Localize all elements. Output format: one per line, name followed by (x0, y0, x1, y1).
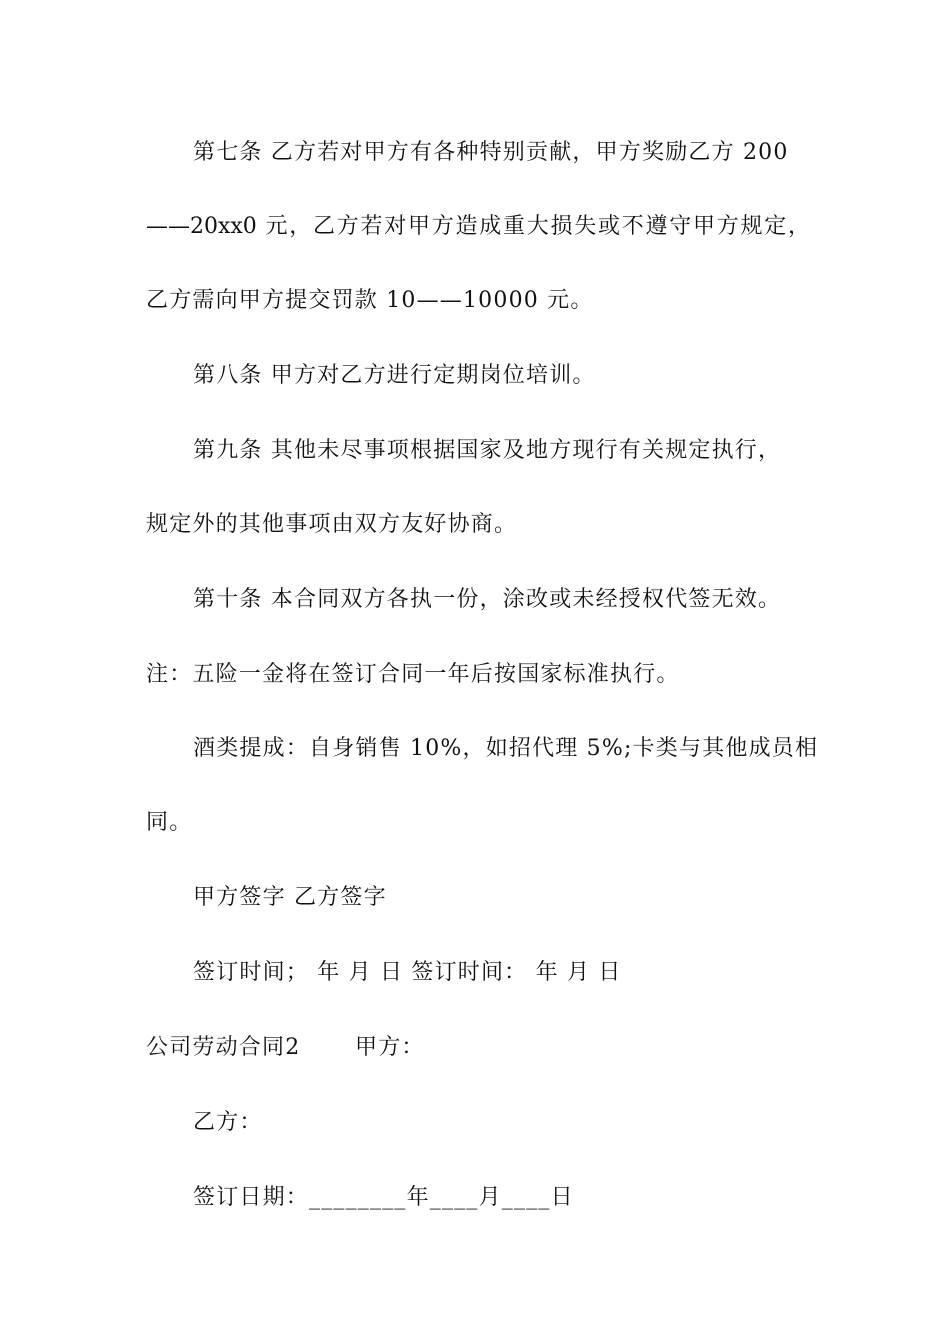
sign-time-line: 签订时间； 年 月 日 签订时间： 年 月 日 (193, 960, 622, 985)
article-10: 第十条 本合同双方各执一份，涂改或未经授权代签无效。 (193, 587, 782, 612)
article-8: 第八条 甲方对乙方进行定期岗位培训。 (193, 363, 596, 388)
article-7-line-1: 第七条 乙方若对甲方有各种特别贡献，甲方奖励乙方 200 (193, 140, 789, 165)
party-b-label: 乙方： (193, 1110, 263, 1135)
contract-2-title: 公司劳动合同2 (146, 1035, 301, 1060)
party-a-label: 甲方： (355, 1035, 425, 1060)
article-9-line-2: 规定外的其他事项由双方友好协商。 (146, 512, 518, 537)
signature-line: 甲方签字 乙方签字 (193, 885, 387, 910)
article-7-line-2: ——20xx0 元，乙方若对甲方造成重大损失或不遵守甲方规定， (146, 214, 810, 239)
commission-line-2: 同。 (146, 810, 193, 835)
article-7-line-3: 乙方需向甲方提交罚款 10——10000 元。 (146, 288, 594, 313)
note-line: 注：五险一金将在签订合同一年后按国家标准执行。 (146, 662, 680, 687)
commission-line-1: 酒类提成：自身销售 10%，如招代理 5%;卡类与其他成员相 (193, 736, 819, 761)
sign-date-line: 签订日期：________年____月____日 (193, 1185, 574, 1210)
article-9-line-1: 第九条 其他未尽事项根据国家及地方现行有关规定执行， (193, 438, 782, 463)
